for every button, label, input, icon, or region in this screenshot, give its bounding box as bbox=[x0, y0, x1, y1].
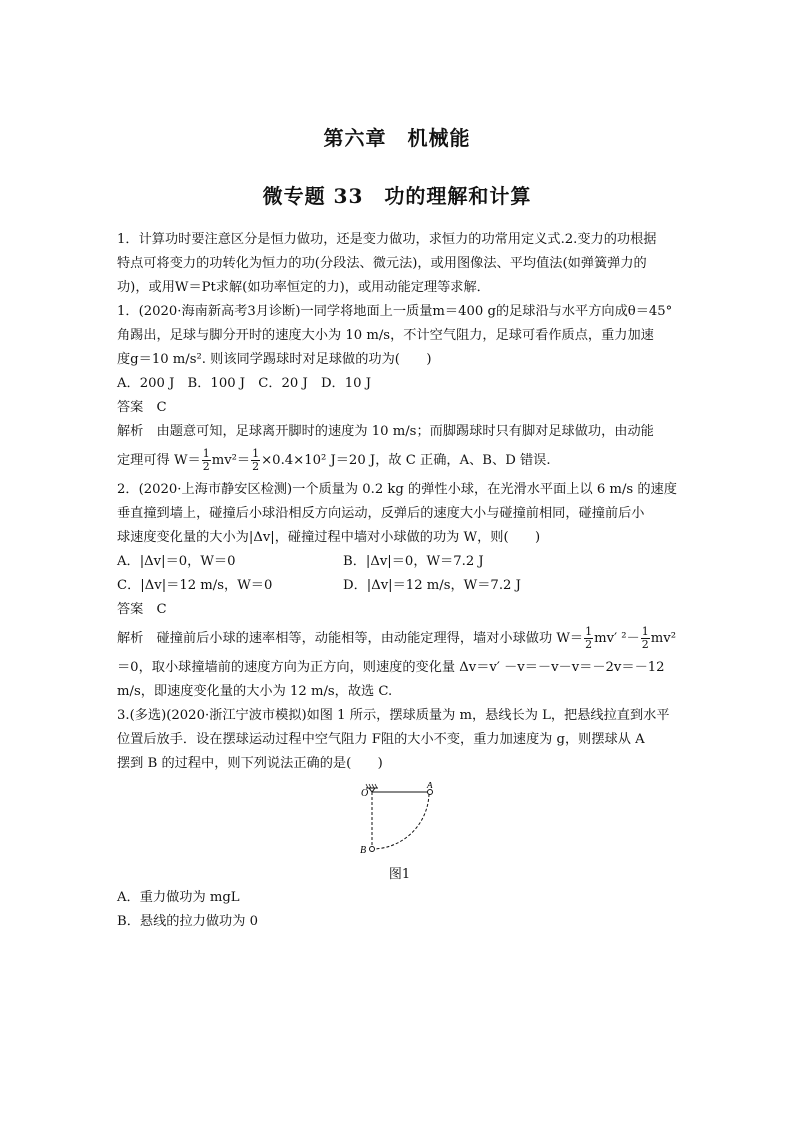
q3-option-b: B．悬线的拉力做功为 0 bbox=[117, 914, 258, 929]
fraction-half: $\frac{1}{2}$ bbox=[585, 625, 593, 651]
intro-line: 功)，或用W＝Pt求解(如功率恒定的力)，或用动能定理等求解． bbox=[117, 280, 490, 295]
q2-option-a: A．|Δv|＝0，W＝0 bbox=[117, 554, 236, 569]
q2-options-row bbox=[117, 550, 682, 574]
q2-analysis-line: ＝0，取小球撞墙前的速度方向为正方向，则速度的变化量 Δv＝v′ －v＝－v－v＝－2v＝－12 bbox=[117, 660, 665, 675]
q1-analysis-text: 定理可得 W＝ bbox=[117, 453, 201, 468]
label-o: O bbox=[361, 788, 369, 799]
q1-analysis-equation: 定理可得 W＝ $\frac{1}{2}$ mv²＝ $\frac{1}{2}$ ×0.4×10² J＝20 J，故 C 正确，A、B、D 错误. bbox=[117, 447, 551, 473]
label-b: B bbox=[360, 845, 367, 856]
topic-title: 微专题 33 功的理解和计算 bbox=[262, 184, 532, 208]
fraction-half: $\frac{1}{2}$ bbox=[252, 447, 260, 473]
q2-option-b: B．|Δv|＝0，W＝7.2 J bbox=[343, 554, 484, 569]
hatch-mark bbox=[375, 784, 377, 788]
q2-stem-line: 球速度变化量的大小为|Δv|，碰撞过程中墙对小球做的功为 W，则( ) bbox=[117, 530, 541, 545]
pendulum-diagram bbox=[360, 782, 440, 862]
ball-a bbox=[428, 790, 433, 795]
swing-arc bbox=[374, 794, 429, 849]
q2-analysis-line: m/s，即速度变化量的大小为 12 m/s，故选 C. bbox=[117, 684, 393, 699]
q2-analysis-equation: 解析 碰撞前后小球的速率相等，动能相等，由动能定理得，墙对小球做功 W＝ $\frac{1}{2}$ mv′ ²－ $\frac{1}{2}$ mv² bbox=[117, 625, 676, 651]
pivot-support bbox=[369, 788, 375, 792]
q1-stem-line: 度g＝10 m/s². 则该同学踢球时对足球做的功为( ) bbox=[117, 352, 432, 367]
q2-stem-line: 2．(2020·上海市静安区检测)一个质量为 0.2 kg 的弹性小球，在光滑水平面上以 6 m/s 的速度 bbox=[117, 482, 677, 497]
q2-option-c: C．|Δv|＝12 m/s，W＝0 bbox=[117, 578, 273, 593]
q2-options-row bbox=[117, 574, 682, 598]
label-a: A bbox=[427, 782, 433, 790]
q3-stem-line: 位置后放手．设在摆球运动过程中空气阻力 F阻的大小不变，重力加速度为 g，则摆球从 A bbox=[117, 732, 645, 747]
hatch-mark bbox=[369, 784, 371, 788]
ball-b bbox=[370, 847, 375, 852]
figure-caption: 图1 bbox=[388, 867, 411, 882]
q2-stem-line: 垂直撞到墙上，碰撞后小球沿相反方向运动，反弹后的速度大小与碰撞前相同，碰撞前后小 bbox=[117, 506, 645, 521]
content bbox=[117, 228, 682, 934]
fraction-half: $\frac{1}{2}$ bbox=[202, 447, 210, 473]
q3-option-a: A．重力做功为 mgL bbox=[117, 890, 240, 905]
pendulum-figure bbox=[117, 782, 682, 864]
intro-line: 特点可将变力的功转化为恒力的功(分段法、微元法)，或用图像法、平均值法(如弹簧弹力的 bbox=[117, 256, 647, 271]
q1-stem-line: 角踢出，足球与脚分开时的速度大小为 10 m/s，不计空气阻力，足球可看作质点，重力加速 bbox=[117, 328, 654, 343]
q1-stem-line: 1．(2020·海南新高考3月诊断)一同学将地面上一质量m＝400 g的足球沿与水平方向成θ＝45° bbox=[117, 304, 673, 319]
hatch-mark bbox=[372, 784, 374, 788]
fraction-half: $\frac{1}{2}$ bbox=[641, 625, 649, 651]
q1-analysis-line: 解析 由题意可知，足球离开脚时的速度为 10 m/s；而脚踢球时只有脚对足球做功，由动能 bbox=[117, 424, 654, 439]
q2-option-d: D．|Δv|＝12 m/s，W＝7.2 J bbox=[343, 578, 521, 593]
q1-answer: 答案 C bbox=[117, 400, 167, 415]
q3-stem-line: 摆到 B 的过程中，则下列说法正确的是( ) bbox=[117, 756, 383, 771]
intro-line: 1．计算功时要注意区分是恒力做功，还是变力做功，求恒力的功常用定义式.2.变力的功根据 bbox=[117, 232, 657, 247]
q3-stem-line: 3.(多选)(2020·浙江宁波市模拟)如图 1 所示，摆球质量为 m，悬线长为 L，把悬线拉直到水平 bbox=[117, 708, 670, 723]
chapter-title: 第六章 机械能 bbox=[323, 126, 471, 150]
q2-answer: 答案 C bbox=[117, 602, 167, 617]
q1-options: A．200 J B．100 J C．20 J D．10 J bbox=[117, 376, 372, 391]
